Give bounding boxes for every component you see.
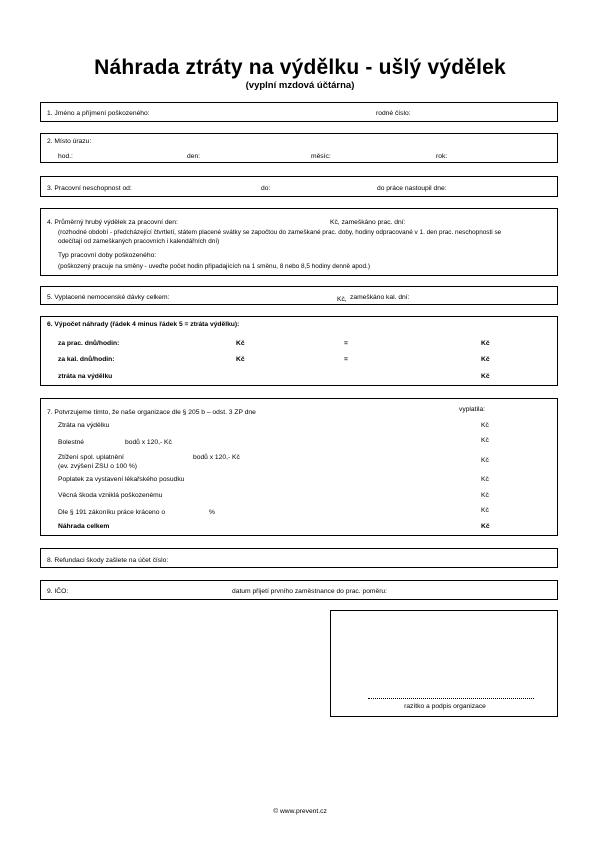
medical-fee-kc: Kč (481, 476, 489, 483)
missed-cal-days-label: zameškáno kal. dní: (350, 294, 410, 301)
return-date-label: do práce nastoupil dne: (377, 185, 447, 192)
section-5 (40, 286, 558, 305)
total-kc: Kč (481, 523, 490, 530)
earnings-loss-kc: Kč (481, 373, 490, 380)
birth-number-label: rodné číslo: (376, 110, 411, 117)
pain-row-kc: Kč (481, 437, 489, 444)
section-8 (40, 548, 558, 568)
social-row-note: (ev. zvýšení ZSU o 100 %) (58, 463, 138, 470)
pain-points-label: bodů x 120,- Kč (125, 439, 172, 446)
month-label: měsíc: (311, 153, 331, 160)
refund-account-label: 8. Refundaci škody zašlete na účet číslo: (47, 557, 169, 564)
section-1 (40, 102, 558, 122)
page-subtitle: (vyplní mzdová účtárna) (245, 80, 355, 91)
calc-label: 6. Výpočet náhrady (řádek 4 minus řádek 5 = ztráta výdělku): (47, 321, 240, 328)
period-note-line2: odečítají od zameškaných pracovních i kalendářních dní) (58, 238, 220, 245)
sick-benefits-label: 5. Vyplacené nemocenské dávky celkem: (47, 294, 170, 301)
period-note-line1: (rozhodné období - předcházející čtvrtletí, státem placené svátky se započtou do zameškané prac. doby, hodiny odpracované v 1. den prac. neschopnosti se (58, 229, 502, 236)
total-label: Náhrada celkem (58, 523, 110, 530)
work-days-label: za prac. dnů/hodin: (58, 340, 120, 347)
work-days-eq: = (344, 340, 348, 347)
pain-row-label: Bolestné (58, 439, 85, 446)
reduction-label: Dle § 191 zákoníku práce kráceno o (58, 509, 166, 516)
social-points-label: bodů x 120,- Kč (193, 454, 240, 461)
year-label: rok: (436, 153, 448, 160)
social-row-kc: Kč (481, 457, 489, 464)
property-damage-kc: Kč (481, 492, 489, 499)
cal-days-label: za kal. dnů/hodin: (58, 356, 115, 363)
work-days-total-kc: Kč (481, 340, 490, 347)
sick-benefits-kc: Kč, (337, 296, 347, 303)
stamp-signature-label: razítko a podpis organizace (404, 703, 486, 710)
work-days-kc: Kč (236, 340, 245, 347)
confirmation-label: 7. Potvrzujeme tímto, že naše organizace dle § 205 b – odst. 3 ZP dne (47, 409, 256, 416)
social-row-label: Ztížení spol. uplatnění (58, 454, 124, 461)
cal-days-total-kc: Kč (481, 356, 490, 363)
cal-days-kc: Kč (236, 356, 245, 363)
reduction-kc: Kč (481, 507, 489, 514)
section-6 (40, 316, 558, 386)
work-type-label: Typ pracovní doby poškozeného: (58, 252, 157, 259)
section-2 (40, 133, 558, 163)
earnings-loss-label: ztráta na výdělku (58, 373, 113, 380)
section-3 (40, 176, 558, 197)
section-7 (40, 398, 558, 536)
section-9 (40, 580, 558, 600)
first-employee-date-label: datum přijetí prvního zaměstnance do prac. poměru: (232, 588, 388, 595)
cal-days-eq: = (344, 356, 348, 363)
missed-days-label: Kč, zameškáno prac. dní: (330, 219, 406, 226)
stamp-signature-box (330, 610, 558, 717)
loss-row-label: Ztráta na výdělku (58, 422, 110, 429)
medical-fee-label: Poplatek za vystavení lékařského posudku (58, 476, 185, 483)
paid-label: vyplatila: (459, 406, 486, 413)
signature-line (368, 698, 534, 699)
section-4 (40, 208, 558, 276)
injury-place-label: 2. Místo úrazu: (47, 138, 92, 145)
hour-label: hod.: (58, 153, 73, 160)
property-damage-label: Věcná škoda vzniklá poškozenému (58, 492, 163, 499)
loss-row-kc: Kč (481, 422, 489, 429)
incapacity-to-label: do: (261, 185, 271, 192)
footer-copyright: © www.prevent.cz (273, 808, 327, 815)
shift-note: (poškozený pracuje na směny - uveďte počet hodin připadajících na 1 směnu, 8 nebo 8,5 hodiny denně apod.) (58, 263, 370, 270)
incapacity-from-label: 3. Pracovní neschopnost od: (47, 185, 132, 192)
avg-earnings-label: 4. Průměrný hrubý výdělek za pracovní den: (47, 219, 178, 226)
name-label: 1. Jméno a příjmení poškozeného: (47, 110, 150, 117)
page-title: Náhrada ztráty na výdělku - ušlý výdělek (94, 56, 506, 79)
day-label: den: (187, 153, 201, 160)
ico-label: 9. IČO: (47, 588, 69, 595)
reduction-percent: % (209, 509, 215, 516)
